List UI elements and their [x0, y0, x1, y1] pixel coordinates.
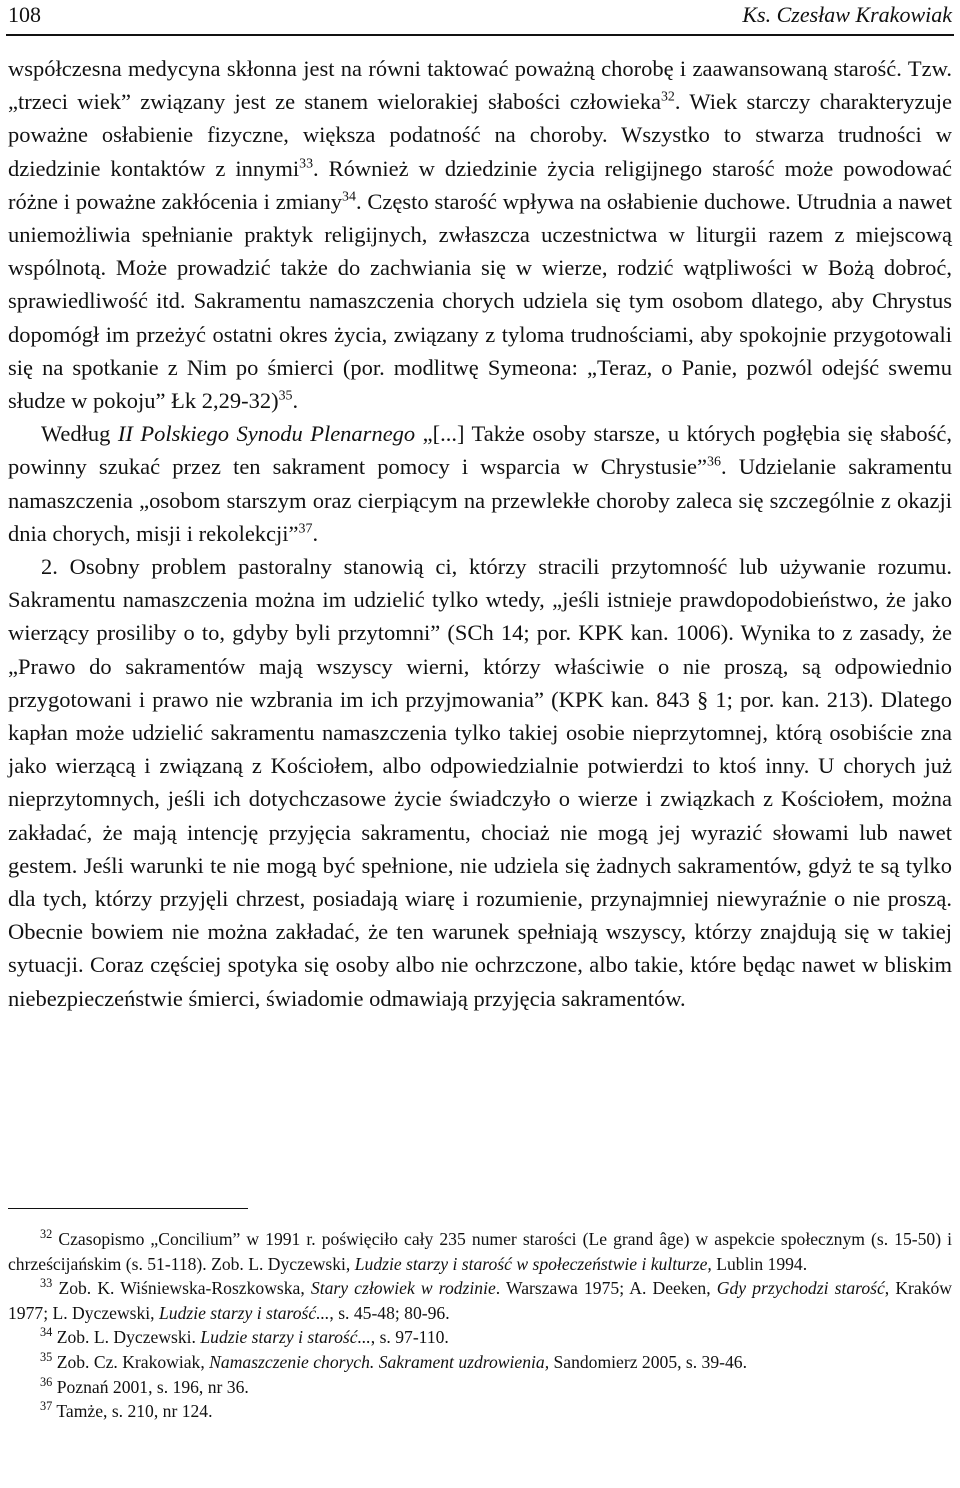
footnotes-section: [8, 1208, 952, 1424]
text-run: .: [292, 388, 299, 414]
text-run: . Często starość wpływa na osłabienie duchowe. Utrudnia a nawet uniemożliwia spełnianie praktyk religijnych, zwłaszcza uczestnictwa w liturgii razem z miejscową wspólnotą. Może prowadzić także do zachwiania się w wierze, rodzić wątpliwości w Bożą dobroć, sprawiedliwość itd. Sakramentu namaszczenia chorych udziela się tym osobom dlatego, aby Chrystus dopomógł im przeżyć ostatni okres życia, związany z tyloma trudnościami, aby spokojnie przygotowali się na spotkanie z Nim po śmierci (por. modlitwę Symeona: „Teraz, o Panie, pozwól odejść swemu słudze w pokoju” Łk 2,29-32): [8, 188, 952, 414]
text-run: Zob. K. Wiśniewska-Roszkowska,: [52, 1278, 311, 1299]
footnote-ref-32[interactable]: 32: [660, 89, 675, 105]
synod-title: II Polskiego Synodu Plenarnego: [117, 421, 416, 447]
footnote-number: 37: [40, 1399, 53, 1414]
cited-title: Namaszczenie chorych. Sakrament uzdrowienia,: [209, 1351, 550, 1372]
footnote-37: [8, 1399, 952, 1424]
text-run: Zob. L. Dyczewski.: [52, 1327, 201, 1348]
text-run: Lublin 1994.: [711, 1253, 808, 1274]
page-header: [8, 0, 952, 36]
footnote-35: [8, 1350, 952, 1375]
cited-title: Gdy przychodzi starość: [716, 1278, 885, 1299]
footnote-34: [8, 1325, 952, 1350]
main-text: [8, 52, 952, 1015]
paragraph-unconscious: 2. Osobny problem pastoralny stanowią ci, którzy stracili przytomność lub używanie rozumu. Sakramentu namaszczenia można im udzielić tylko wtedy, „jeśli istnieje prawdopodobieństwo, że jako wierzący prosiliby o to, gdyby byli przytomni” (SCh 14; por. KPK kan. 1006). Wynika to z zasady, że „Prawo do sakramentów mają wszyscy wierni, którzy właściwie o nie proszą, są odpowiednio przygotowani i prawo nie wzbrania im ich przyjmowania” (KPK kan. 843 § 1; por. kan. 213). Dlatego kapłan może udzielić sakramentu namaszczenia tylko takiej osobie nieprzytomnej, którą osobiście zna jako wierzącą i związaną z Kościołem, albo odpowiedzialnie potwierdzi to ktoś inny. U chorych już nieprzytomnych, jeśli ich dotychczasowe życie świadczyło o wierze i związkach z Kościołem, można zakładać, że mają intencję przyjęcia sakramentu, chociaż nie mogą jej wyrazić słowami lub nawet gestem. Jeśli warunki te nie mogą być spełnione, nie udziela się żadnych sakramentów, gdyż te są tylko dla tych, którzy przyjęli chrzest, posiadają wiarę i rozumienie, przynajmniej niewyraźnie o nie proszą. Obecnie bowiem nie można zakładać, że ten warunek spełniają wszyscy, którzy znajdują się w takiej sytuacji. Coraz częściej spotyka się osoby albo nie ochrzczone, albo takie, które będąc nawet w bliskim niebezpieczeństwie śmierci, świadomie odmawiają przyjęcia sakramentów.: [8, 554, 952, 1011]
text-run: „[...] Także osoby starsze, u których pogłębia się słabość, powinny szukać przez ten sakrament pomocy i wsparcia w Chrystusie”: [8, 421, 953, 480]
header-rule: [6, 34, 954, 36]
footnote-ref-34[interactable]: 34: [342, 189, 356, 205]
footnote-33: [8, 1276, 952, 1325]
footnote-ref-35[interactable]: 35: [278, 388, 293, 404]
text-run: .: [312, 520, 319, 546]
text-run: współczesna medycyna skłonna jest na równi taktować poważną chorobę i zaawansowaną starość. Tzw. „trzeci wiek” związany jest ze stanem wielorakiej słabości człowieka: [8, 56, 952, 115]
text-run: Poznań 2001, s. 196, nr 36.: [52, 1376, 249, 1397]
paragraph-synod: [8, 417, 952, 550]
text-run: Czasopismo „Concilium” w 1991 r. poświęciło cały 235 numer starości (Le grand âge) w aspekcie społecznym (s. 15-50) i chrześcijańskim (s. 51-118). Zob. L. Dyczewski,: [8, 1229, 952, 1274]
text-run: . Udzielanie sakramentu namaszczenia „osobom starszym oraz cierpiącym na przewlekłe choroby zaleca się szczególnie z okazji dnia chorych, misji i rekolekcji”: [8, 454, 952, 546]
footnote-ref-33[interactable]: 33: [299, 155, 314, 171]
text-run: . Warszawa 1975; A. Deeken,: [495, 1278, 717, 1299]
footnote-number: 34: [40, 1325, 53, 1340]
paragraph-elderly: [8, 52, 952, 417]
text-run: Zob. Cz. Krakowiak,: [52, 1351, 210, 1372]
text-run: Sandomierz 2005, s. 39-46.: [549, 1351, 747, 1372]
text-run: , s. 97-110.: [370, 1327, 449, 1348]
footnote-rule: [8, 1208, 248, 1209]
footnote-ref-37[interactable]: 37: [298, 521, 313, 537]
footnote-ref-36[interactable]: 36: [707, 454, 721, 470]
cited-title: Ludzie starzy i starość w społeczeństwie i kulturze,: [354, 1253, 712, 1274]
text-run: , s. 45-48; 80-96.: [329, 1302, 450, 1323]
running-head-author: Ks. Czesław Krakowiak: [742, 2, 952, 27]
footnote-32: [8, 1227, 952, 1276]
footnote-36: [8, 1375, 952, 1400]
cited-title: Stary człowiek w rodzinie: [310, 1278, 496, 1299]
footnote-number: 35: [40, 1350, 53, 1365]
page-number: 108: [8, 2, 41, 27]
footnote-number: 33: [40, 1276, 53, 1291]
footnote-number: 36: [40, 1374, 53, 1389]
footnote-number: 32: [40, 1227, 53, 1242]
cited-title: Ludzie starzy i starość...: [158, 1302, 330, 1323]
cited-title: Ludzie starzy i starość...: [200, 1327, 371, 1348]
text-run: Według: [41, 421, 118, 447]
text-run: Tamże, s. 210, nr 124.: [52, 1401, 213, 1422]
text-run: . Również w dziedzinie życia religijnego starość może powodować różne i poważne zakłócenia i zmiany: [8, 155, 952, 214]
text-run: . Wiek starczy charakteryzuje poważne osłabienie fizyczne, większa podatność na choroby. Wszystko to stwarza trudności w dziedzinie kontaktów z innymi: [8, 89, 952, 181]
text-run: , Kraków 1977; L. Dyczewski,: [8, 1278, 952, 1323]
